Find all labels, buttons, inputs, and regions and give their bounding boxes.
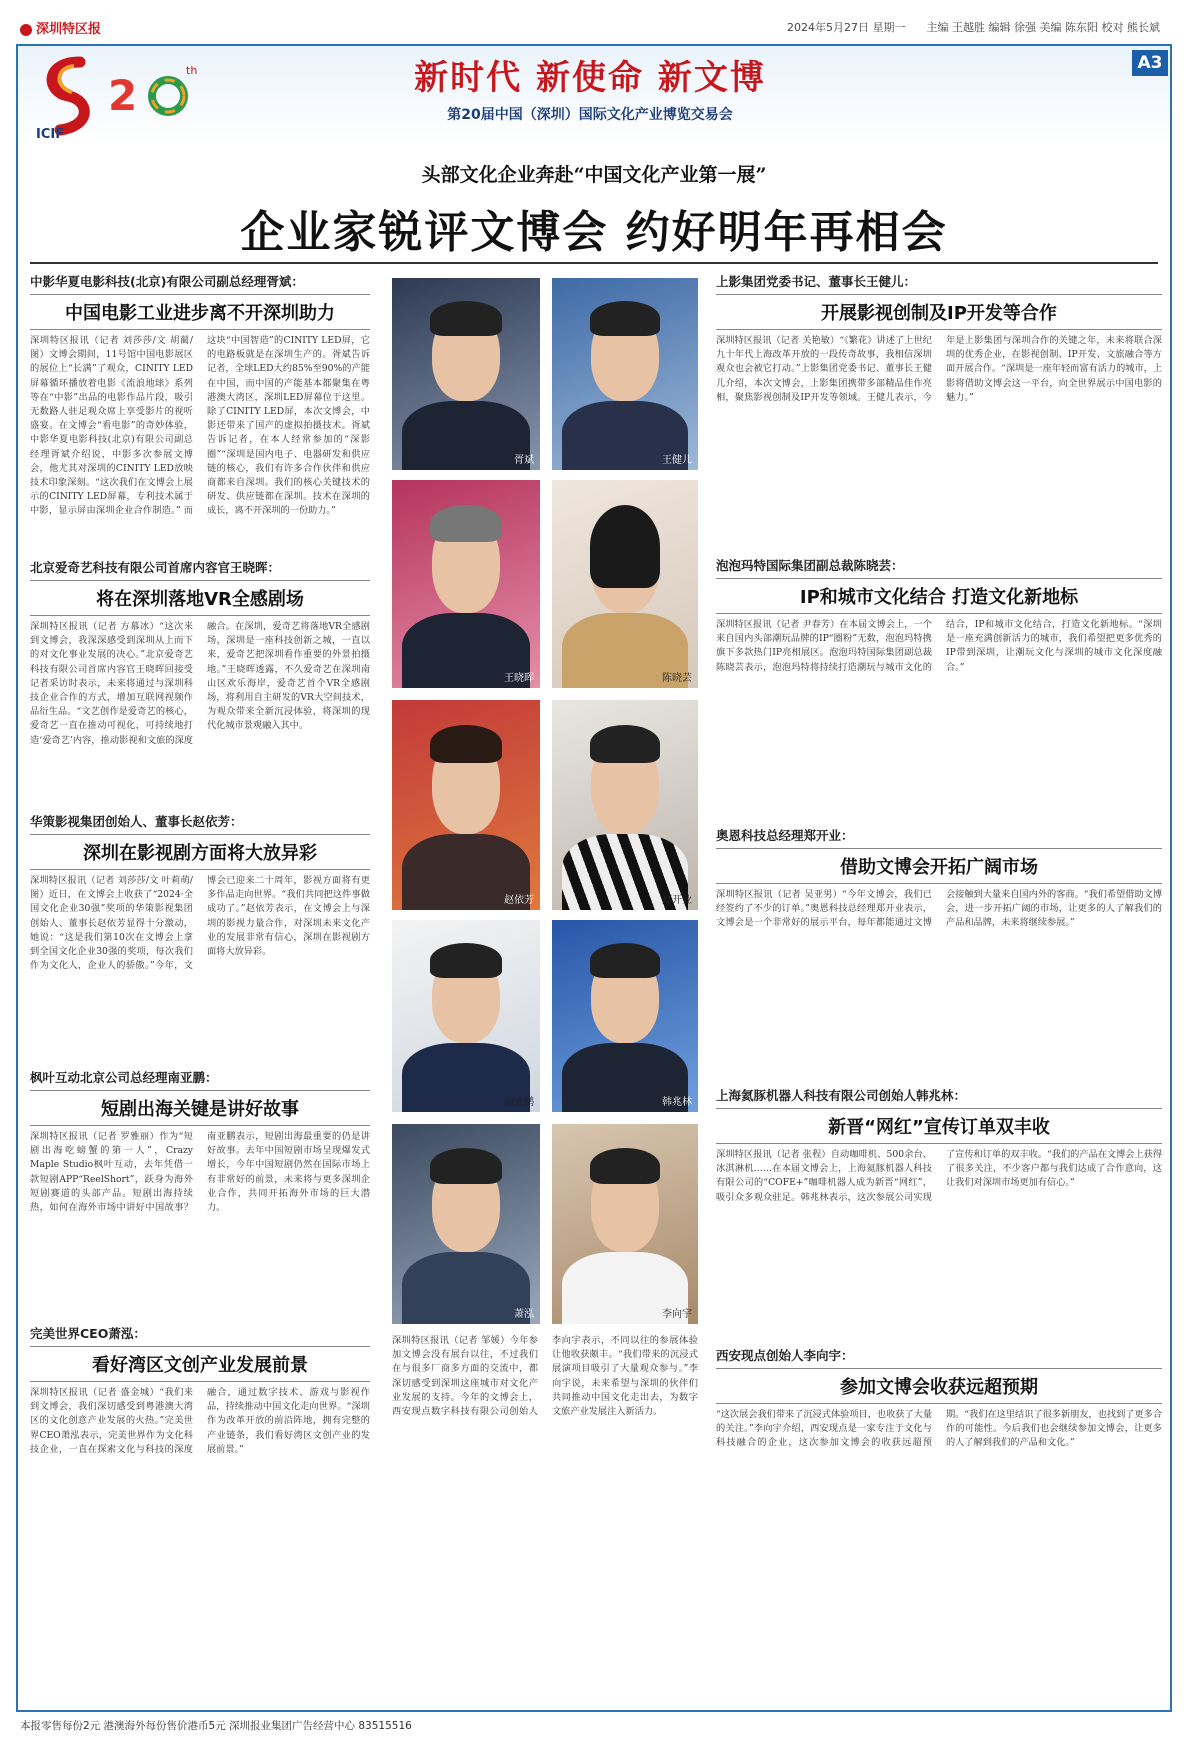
section-heading: 参加文博会收获远超预期 xyxy=(840,1377,1038,1398)
paper-name: 深圳特区报 xyxy=(36,22,102,37)
divider xyxy=(716,578,1162,579)
divider xyxy=(30,1381,370,1382)
photo-caption: 王晓晖 xyxy=(504,673,534,684)
section-heading: 看好湾区文创产业发展前景 xyxy=(92,1355,308,1376)
divider xyxy=(716,848,1162,849)
article-body: 深圳特区报讯（记者 吴亚男）“今年文博会，我们已经签约了不少的订单。”奥恩科技总经理郑开业表示，文博会是一个非常好的展示平台，每年都能通过文博会接触到大量来自国内外的客商。“我们希望借助文博会，进一步开拓广阔的市场，让更多的人了解我们的产品和品牌，未来将继续参展。” xyxy=(716,889,1162,929)
section-lixiangyu xyxy=(716,1346,1162,1638)
section-speaker: 中影华夏电影科技(北京)有限公司副总经理胥斌： xyxy=(30,274,304,289)
section-speaker: 枫叶互动北京公司总经理南亚鹏： xyxy=(30,1070,218,1085)
logo-digits: 2 xyxy=(108,71,138,120)
article-body: 深圳特区报讯（记者 刘莎莎/文 胡蔺/图）文博会期间，11号馆中国电影展区的展位上“长满”了观众，CINITY LED屏幕循环播放着电影《流浪地球》系列等在“中影”出品的电影作品片段，吸引无数路人驻足观众席上享受影片的视听盛宴。在文博会“看电影”的奇妙体验，中影华夏电影科技(北京)有限公司副总经理胥斌介绍说，中影多次参展文博会，他尤其对深圳的CINITY LED放映技术印象深刻。“这次我们在文博会上展示的CINITY LED屏幕，专利技术属于中影，显示屏由深圳企业合作制造。” 而这块“中国智造”的CINITY LED屏，它的电路板就是在深圳生产的。胥斌告诉记者，全球LED大约85%至90%的产能在中国，而中国的产能基本都聚集在粤港澳大湾区，深圳LED屏幕位于这里。除了CINITY LED屏，本次文博会，中影还带来了国产的虚拟拍摄技术。胥斌告诉记者，在本人经常参加的“深影圈”“深圳是国内电子、电器研发和供应链的核心，我们有许多合作伙伴和供应商都来自深圳。我们的核心关键技术的研发、供应链都在深圳。技术在深圳的成长，离不开深圳的一份助力。” xyxy=(30,335,370,517)
photo-caption: 郑开业 xyxy=(662,895,692,906)
divider xyxy=(716,329,1162,330)
photo-caption: 韩兆林 xyxy=(662,1097,692,1108)
article-body: 深圳特区报讯（记者 罗雅丽）作为“短剧出海吃螃蟹的第一人”，Crazy Maple Studio枫叶互动，去年凭借一款短剧APP“ReelShort”，跃身为海外短剧赛道的头部产品。短剧出海持续热，如何在海外市场中讲好中国故事？南亚鹏表示，短剧出海最重要的仍是讲好故事。去年中国短剧市场呈现爆发式增长，今年中国短剧仍然在国际市场上有非常好的前景，未来将与更多深圳企业合作，共同开拓海外市场的巨大潜力。 xyxy=(30,1131,370,1214)
section-speaker: 北京爱奇艺科技有限公司首席内容官王晓晖： xyxy=(30,560,281,575)
paper-logo xyxy=(20,18,101,37)
photo-caption: 赵依芳 xyxy=(504,895,534,906)
article-body: 深圳特区报讯（记者 盛金城）“我们来到文博会，我们深切感受到粤港澳大湾区的文化创意产业发展的火热。”完美世界CEO萧泓表示，完美世界作为文化科技企业，一直在探索文化与科技的深度融合，通过数字技术、游戏与影视作品，持续推动中国文化走向世界。“深圳作为改革开放的前沿阵地，拥有完整的产业链条，我们看好湾区文创产业的发展前景。” xyxy=(30,1387,370,1455)
divider xyxy=(716,613,1162,614)
page-number: A3 xyxy=(1132,50,1168,76)
date-line: 2024年5月27日 星期一 xyxy=(787,21,906,34)
divider xyxy=(30,834,370,835)
divider xyxy=(716,294,1162,295)
paper-logo-icon xyxy=(20,24,32,36)
section-heading: 深圳在影视剧方面将大放异彩 xyxy=(83,843,317,864)
divider xyxy=(716,1108,1162,1109)
photo-hanzhaolin xyxy=(552,920,698,1112)
expo-slogan: 新时代 新使命 新文博 xyxy=(414,58,766,98)
section-xiaohong xyxy=(30,1324,370,1638)
divider xyxy=(30,869,370,870)
section-wangjianer xyxy=(716,272,1162,550)
photo-lixiangyu xyxy=(552,1124,698,1324)
section-heading: 开展影视创制及IP开发等合作 xyxy=(821,303,1057,324)
photo-wangjianer xyxy=(552,278,698,470)
headline: 企业家锐评文博会 约好明年再相会 xyxy=(240,207,948,258)
article-body: “这次展会我们带来了沉浸式体验项目，也收获了大量的关注。”李向宇介绍，西安现点是一家专注于文化与科技融合的企业，这次参加文博会的收获远超预期。“我们在这里结识了很多新朋友，也找到了更多合作的可能性。今后我们也会继续参加文博会，让更多的人了解到我们的产品和文化。” xyxy=(716,1409,1162,1449)
article-body: 深圳特区报讯（记者 方慕冰）“这次来到文博会，我深深感受到深圳从上而下的对文化事业发展的决心。”北京爱奇艺科技有限公司首席内容官王晓晖回接受记者采访时表示，未来将通过与深圳科技企业合作的方式，增加互联网视频作品衍生品。“文艺创作是爱奇艺的核心，爱奇艺一直在推动可视化，可持续地打造‘爱奇艺’内容，推动影视和文旅的深度融合。在深圳，爱奇艺将落地VR全感剧场，深圳是一座科技创新之城，一直以来，爱奇艺把深圳看作重要的外景拍摄地。”王晓晖透露，不久爱奇艺在深圳南山区欢乐海岸，爱奇艺首个VR全感剧场，将利用自主研发的VR大空间技术，为观众带来全新沉浸体验，将深圳的现代化城市景观融入其中。 xyxy=(30,621,370,746)
divider xyxy=(30,615,370,616)
photo-caption: 王健儿 xyxy=(662,455,692,466)
photo-caption: 萧泓 xyxy=(514,1309,534,1320)
section-heading: IP和城市文化结合 打造文化新地标 xyxy=(799,587,1079,608)
section-zhengkaiye xyxy=(716,826,1162,1084)
section-hanzhaolin xyxy=(716,1086,1162,1344)
divider xyxy=(30,1125,370,1126)
svg-text:ICIF: ICIF xyxy=(36,127,65,140)
photo-caption: 胥斌 xyxy=(514,455,534,466)
article-body: 深圳特区报讯（记者 尹春芳）在本届文博会上，一个来自国内头部潮玩品牌的IP“圈粉”无数，泡泡玛特携旗下多款热门IP亮相展区。泡泡玛特国际集团副总裁陈晓芸表示，泡泡玛特将持续打造潮玩与城市文化的结合，IP和城市文化结合，打造文化新地标。“深圳是一座充满创新活力的城市，我们希望把更多优秀的IP带到深圳，让潮玩文化与深圳的城市文化深度融合。” xyxy=(716,619,1162,673)
footer: 本报零售每份2元 港澳海外每份售价港币5元 深圳报业集团广告经营中心 83515516 xyxy=(20,1720,412,1732)
section-speaker: 华策影视集团创始人、董事长赵依芳： xyxy=(30,814,243,829)
section-heading: 中国电影工业进步离不开深圳助力 xyxy=(65,303,335,324)
section-speaker: 泡泡玛特国际集团副总裁陈晓芸： xyxy=(716,558,904,573)
photo-caption: 李向宇 xyxy=(662,1309,692,1320)
expo-logo xyxy=(34,52,224,140)
divider xyxy=(716,1403,1162,1404)
kicker: 头部文化企业奔赴“中国文化产业第一展” xyxy=(421,164,767,186)
divider xyxy=(716,883,1162,884)
section-nanyapeng xyxy=(30,1068,370,1320)
middle-article-body: 深圳特区报讯（记者 邹媛）今年参加文博会没有展台以往，不过我们在与很多厂商多方面的交流中，都深切感受到深圳这座城市对文化产业发展的支持。今年的文博会上，西安现点数字科技有限公司创始人李向宇表示，不同以往的参展体验让他收获颇丰。“我们带来的沉浸式展演项目吸引了大量观众参与。”李向宇说，未来希望与深圳的伙伴们共同推动中国文化走出去，为数字文旅产业发展注入新活力。 xyxy=(392,1335,698,1418)
headline-rule xyxy=(30,262,1158,264)
section-speaker: 上影集团党委书记、董事长王健儿： xyxy=(716,274,917,289)
article-body: 深圳特区报讯（记者 刘莎莎/文 叶莉萌/图）近日，在文博会上收获了“2024·全国文化企业30强”奖项的华策影视集团创始人、董事长赵依芳显得十分激动，她说：“这是我们第10次在文博会上拿到全国文化企业30强的奖项，每次我们作为文化人，企业人的骄傲。”今年，文博会已迎来二十周年，影视方面将有更多作品走向世界。“我们共同把这件事做成功了。”赵依芳表示，在文博会上与深圳的影视力量合作，对深圳未来文化产业的发展非常有信心，深圳在影视剧方面将大放异彩。 xyxy=(30,875,370,972)
section-chenxiaoyun xyxy=(716,556,1162,818)
divider xyxy=(716,1143,1162,1144)
divider xyxy=(30,1090,370,1091)
s20-logo-icon xyxy=(34,52,224,140)
section-heading: 新晋“网红”宣传订单双丰收 xyxy=(828,1117,1050,1138)
photo-caption: 南亚鹏 xyxy=(504,1097,534,1108)
divider xyxy=(30,294,370,295)
photo-caption: 陈晓芸 xyxy=(662,673,692,684)
masthead-bar xyxy=(20,18,1170,40)
photo-xubin xyxy=(392,278,540,470)
section-speaker: 奥恩科技总经理郑开业： xyxy=(716,828,854,843)
expo-name: 第20届中国（深圳）国际文化产业博览交易会 xyxy=(447,107,733,123)
section-xubin xyxy=(30,272,370,552)
photo-wangxiaohui xyxy=(392,480,540,688)
svg-text:th: th xyxy=(186,64,198,77)
section-speaker: 上海氦豚机器人科技有限公司创始人韩兆林： xyxy=(716,1088,967,1103)
divider xyxy=(30,1346,370,1347)
staff-line: 主编 王越胜 编辑 徐强 美编 陈东阳 校对 熊长斌 xyxy=(926,21,1160,34)
masthead-meta xyxy=(787,19,1160,35)
section-heading: 将在深圳落地VR全感剧场 xyxy=(96,589,304,610)
section-heading: 借助文博会开拓广阔市场 xyxy=(840,857,1038,878)
photo-xiaohong xyxy=(392,1124,540,1324)
divider xyxy=(716,1368,1162,1369)
article-body: 深圳特区报讯（记者 关艳敏）“《繁花》讲述了上世纪九十年代上海改革开放的一段传奇故事，我相信深圳观众也会被它打动。”上影集团党委书记、董事长王健儿介绍，本次文博会，上影集团携带多部精品佳作亮相，聚焦影视创制及IP开发等领域。王健儿表示，今年是上影集团与深圳合作的关键之年，未来将联合深圳的优秀企业，在影视创制、IP开发、文旅融合等方面开展合作。“深圳是一座年轻而富有活力的城市，上影将借助文博会这一平台，向全世界展示中国电影的魅力。” xyxy=(716,335,1162,403)
article-body: 深圳特区报讯（记者 张程）自动咖啡机、500余台、冰淇淋机……在本届文博会上，上海氦豚机器人科技有限公司的“COFE+”咖啡机器人成为新晋“网红”，吸引众多观众驻足。韩兆林表示，这次参展公司实现了宣传和订单的双丰收。“我们的产品在文博会上获得了很多关注，不少客户都与我们达成了合作意向，这让我们对深圳市场更加有信心。” xyxy=(716,1149,1162,1203)
photo-nanyapeng xyxy=(392,920,540,1112)
section-speaker: 西安现点创始人李向宇： xyxy=(716,1348,854,1363)
divider xyxy=(30,580,370,581)
photo-zhengkaiye xyxy=(552,700,698,910)
photo-chenxiaoyun xyxy=(552,480,698,688)
photo-zhaoyifang xyxy=(392,700,540,910)
divider xyxy=(30,329,370,330)
section-heading: 短剧出海关键是讲好故事 xyxy=(101,1099,299,1120)
section-speaker: 完美世界CEO萧泓： xyxy=(30,1326,146,1341)
section-wangxiaohui xyxy=(30,558,370,808)
section-zhaoyifang xyxy=(30,812,370,1064)
